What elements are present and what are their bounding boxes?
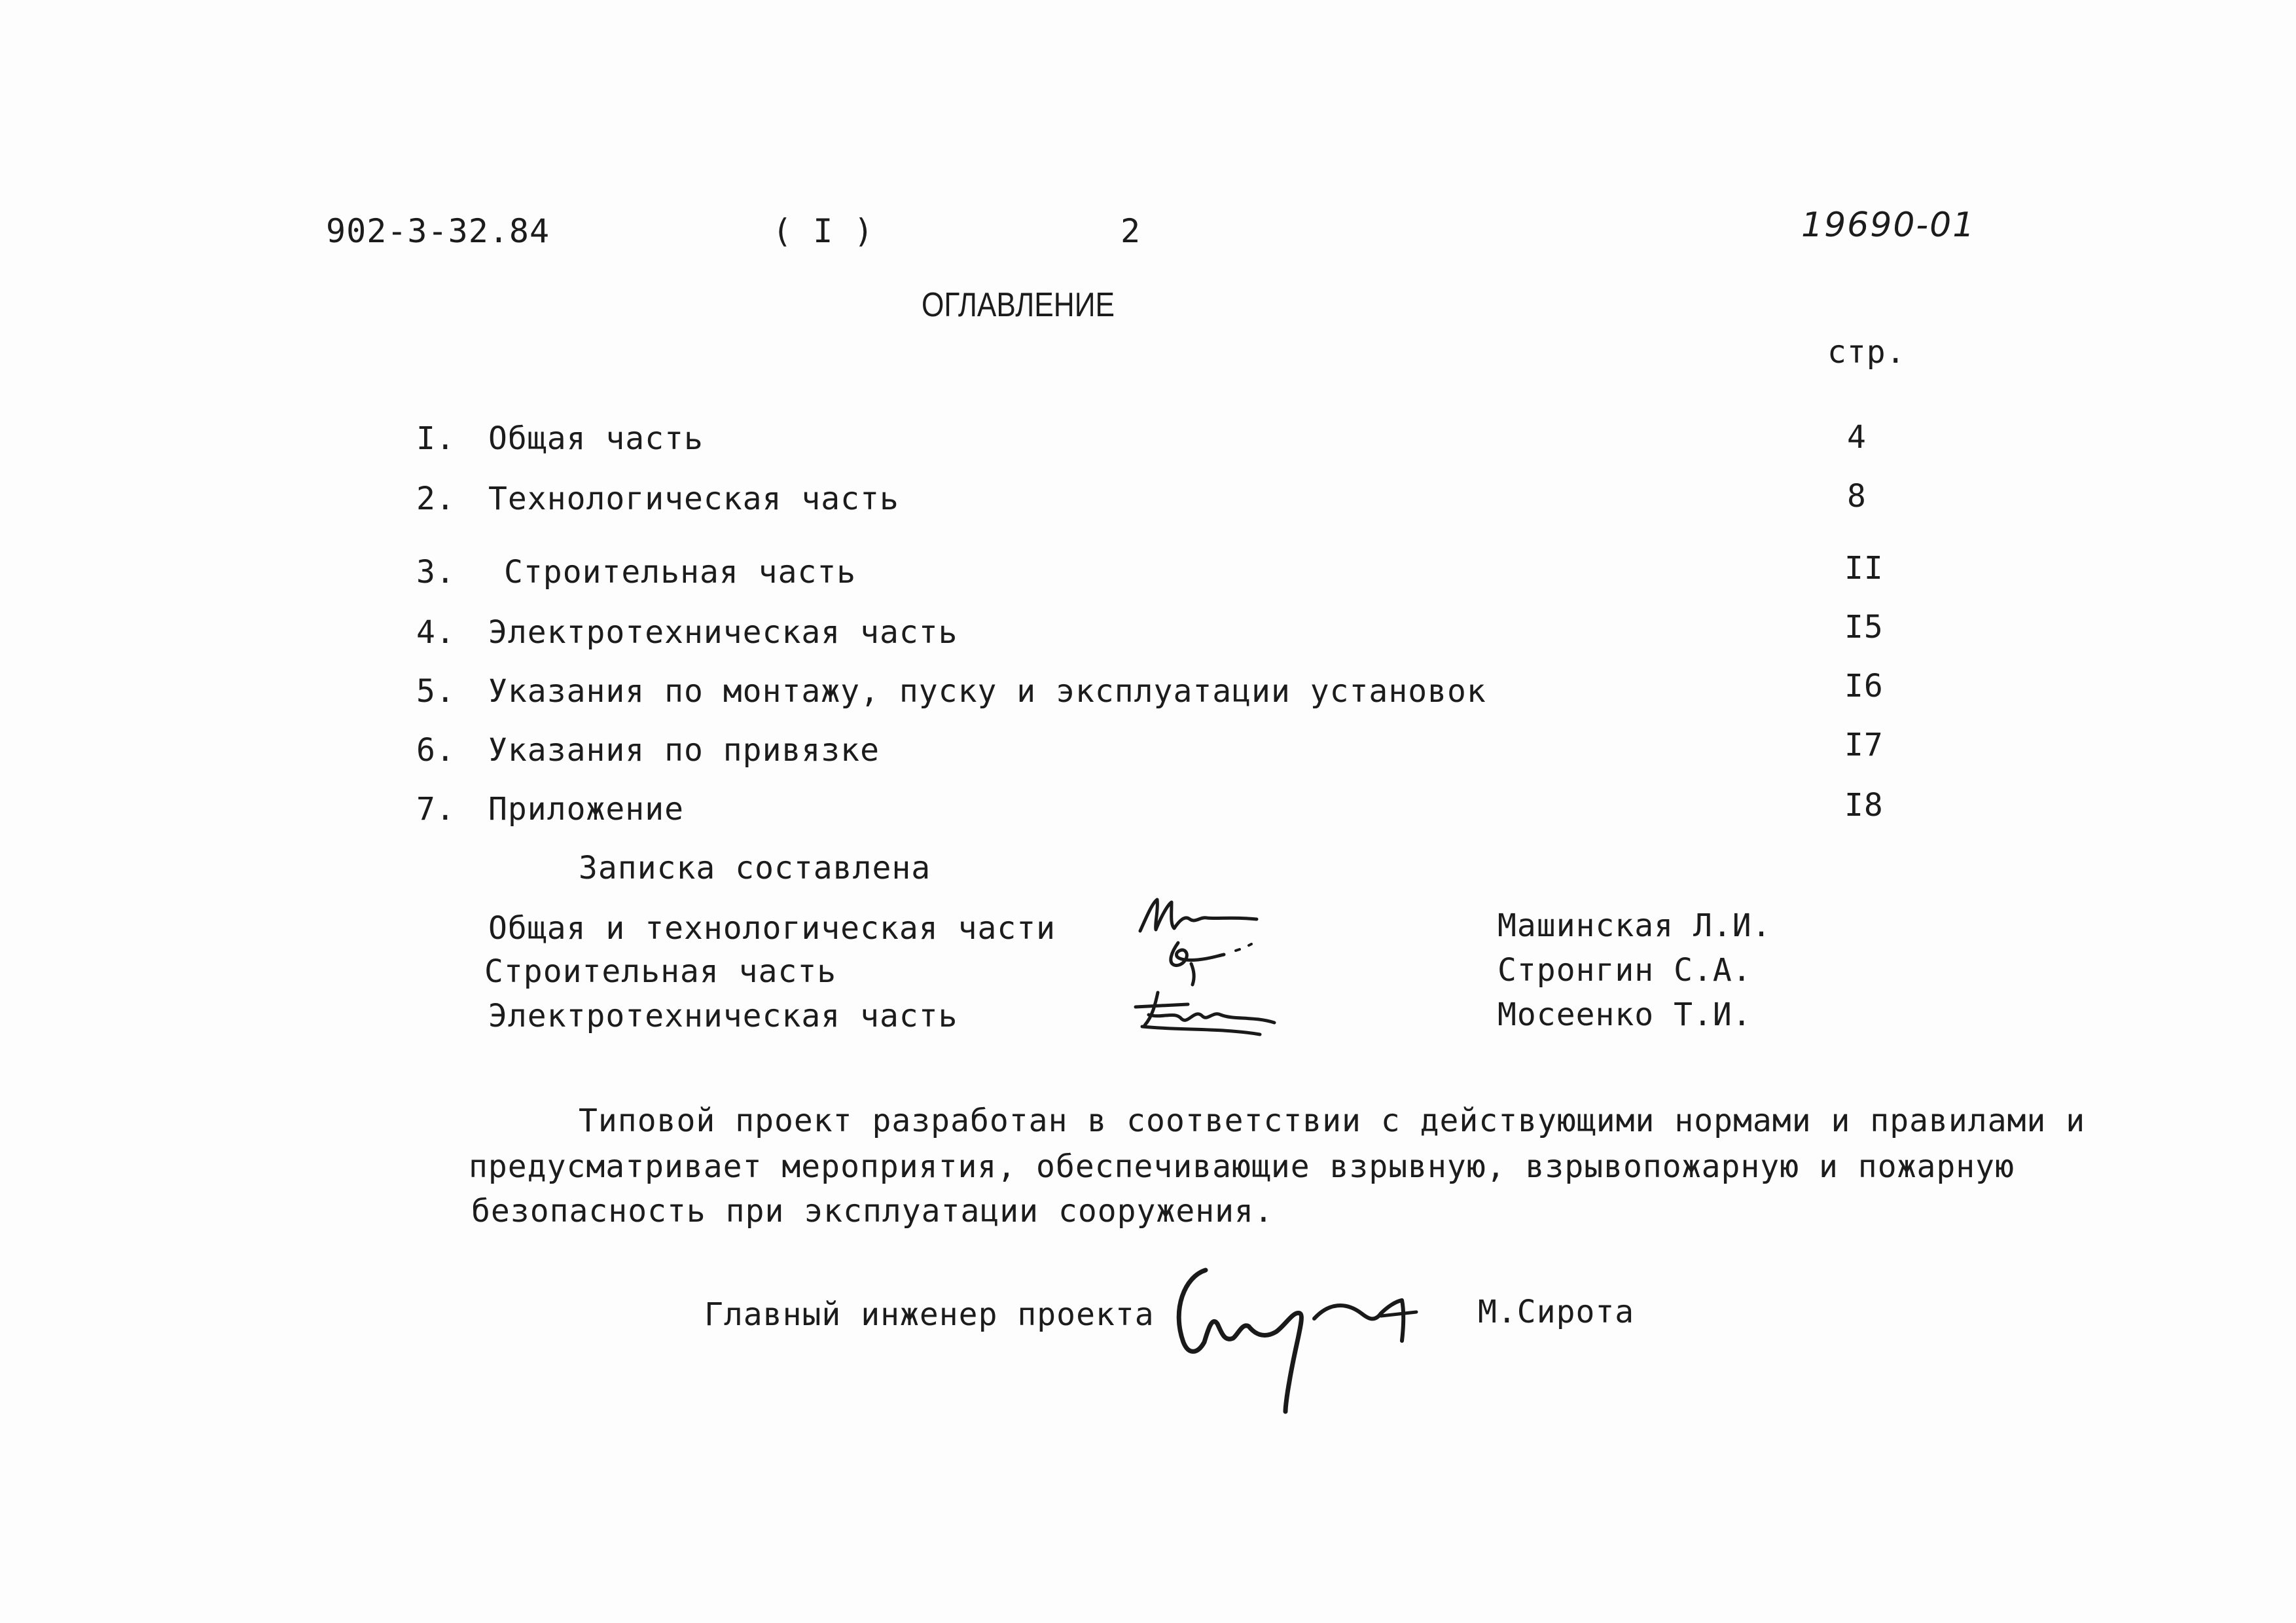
page-number: 2: [1121, 212, 1141, 250]
toc-page: I8: [1844, 787, 1884, 824]
toc-title: Общая часть: [488, 420, 704, 457]
volume-number: ( I ): [772, 212, 874, 250]
signature-chief: [1165, 1250, 1446, 1421]
toc-page: I5: [1844, 609, 1884, 646]
page-title: ОГЛАВЛЕНИЕ: [922, 286, 1115, 324]
chief-role: Главный инженер проекта: [704, 1296, 1155, 1333]
authors-heading: Записка составлена: [579, 850, 931, 886]
author-section: Общая и технологическая части: [488, 910, 1056, 947]
toc-title: Приложение: [488, 791, 684, 828]
toc-page: I6: [1844, 668, 1884, 704]
statement-line-2: предусматривает мероприятия, обеспечивающие взрывную, взрывопожарную и пожарную: [469, 1148, 2015, 1185]
toc-number: 6.: [416, 732, 456, 769]
toc-number: I.: [416, 420, 456, 457]
toc-title: Указания по монтажу, пуску и эксплуатации установок: [488, 673, 1486, 710]
toc-number: 2.: [416, 481, 456, 517]
toc-number: 4.: [416, 614, 456, 651]
signature-moseenko: [1129, 982, 1280, 1041]
statement-line-3: безопасность при эксплуатации сооружения.: [471, 1193, 1274, 1230]
author-name: Мосеенко Т.И.: [1498, 996, 1752, 1033]
doc-code: 902-3-32.84: [326, 212, 550, 250]
inventory-number: 19690-01: [1801, 206, 1976, 245]
toc-page: 8: [1847, 478, 1867, 515]
statement-line-1: Типовой проект разработан в соответствии с действующими нормами и правилами и: [579, 1103, 2086, 1139]
author-name: Стронгин С.А.: [1498, 952, 1752, 989]
toc-title: Технологическая часть: [488, 481, 899, 517]
author-section: Электротехническая часть: [488, 998, 958, 1034]
toc-title: Указания по привязке: [488, 732, 880, 769]
page-column-label: стр.: [1827, 334, 1906, 371]
toc-page: 4: [1847, 419, 1867, 456]
toc-number: 3.: [416, 554, 456, 591]
signature-strongin: [1152, 936, 1270, 989]
toc-title: Электротехническая часть: [488, 614, 958, 651]
author-name: Машинская Л.И.: [1498, 907, 1772, 944]
toc-title: Строительная часть: [504, 554, 857, 591]
toc-page: I7: [1844, 727, 1884, 763]
toc-number: 5.: [416, 673, 456, 710]
toc-page: II: [1844, 550, 1884, 587]
chief-name: М.Сирота: [1478, 1294, 1635, 1330]
toc-number: 7.: [416, 791, 456, 828]
author-section: Строительная часть: [484, 953, 837, 990]
